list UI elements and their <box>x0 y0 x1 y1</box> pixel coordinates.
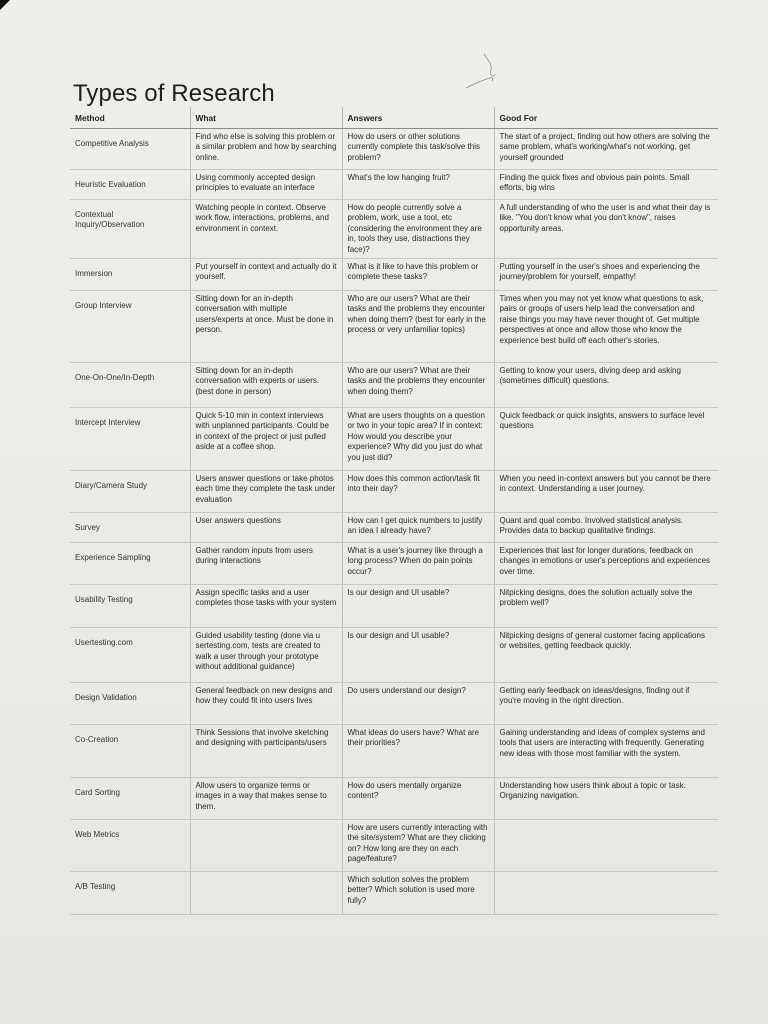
research-methods-table <box>70 107 718 915</box>
answers-cell: Do users understand our design? <box>342 683 494 725</box>
table-row <box>70 363 718 408</box>
answers-cell: Is our design and UI usable? <box>342 585 494 628</box>
good-for-cell: Getting early feedback on ideas/designs, finding out if you're moving in the right direction. <box>494 683 718 725</box>
good-for-cell: Getting to know your users, diving deep and asking (sometimes difficult) questions. <box>494 363 718 408</box>
table-row <box>70 683 718 725</box>
what-cell: Quick 5-10 min in context interviews with unplanned participants. Could be in context of the project or just pulled aside at a coffee shop. <box>190 408 342 471</box>
good-for-cell: Finding the quick fixes and obvious pain points. Small efforts, big wins <box>494 170 718 200</box>
table-row <box>70 778 718 820</box>
method-cell: Group Interview <box>70 291 190 363</box>
good-for-cell: Nitpicking designs, does the solution actually solve the problem well? <box>494 585 718 628</box>
table-row <box>70 820 718 872</box>
answers-cell: Which solution solves the problem better? Which solution is used more fully? <box>342 872 494 915</box>
what-cell: Watching people in context. Observe work flow, interactions, problems, and environment in context. <box>190 200 342 259</box>
good-for-cell <box>494 820 718 872</box>
answers-cell: How do people currently solve a problem, work, use a tool, etc (considering the environment they are in, tools they use, distractions they face)? <box>342 200 494 259</box>
answers-cell: What ideas do users have? What are their priorities? <box>342 725 494 778</box>
what-cell: Sitting down for an in-depth conversation with multiple users/experts at once. Must be done in person. <box>190 291 342 363</box>
what-cell: Allow users to organize terms or images in a way that makes sense to them. <box>190 778 342 820</box>
what-cell: Assign specific tasks and a user completes those tasks with your system <box>190 585 342 628</box>
method-cell: Web Metrics <box>70 820 190 872</box>
answers-cell: How do users or other solutions currently complete this task/solve this problem? <box>342 129 494 170</box>
good-for-cell: Putting yourself in the user's shoes and experiencing the journey/problem for yourself, empathy! <box>494 259 718 291</box>
what-cell: Sitting down for an in-depth conversation with experts or users. (best done in person) <box>190 363 342 408</box>
good-for-cell: Times when you may not yet know what questions to ask, pairs or groups of users help lead the conversation and raise things you may have never thought of. Get multiple perspectives at once and allow those who know the experience best build off each other's stories. <box>494 291 718 363</box>
answers-cell: How can I get quick numbers to justify an idea I already have? <box>342 513 494 543</box>
good-for-cell: A full understanding of who the user is and what their day is like. "You don't know what you don't know", raises opportunity areas. <box>494 200 718 259</box>
what-cell <box>190 872 342 915</box>
answers-cell: What is a user's journey like through a long process? When do pain points occur? <box>342 543 494 585</box>
good-for-cell <box>494 872 718 915</box>
good-for-cell: Quant and qual combo. Involved statistical analysis. Provides data to backup qualitative findings. <box>494 513 718 543</box>
table-header-row <box>70 107 718 129</box>
method-cell: One-On-One/In-Depth <box>70 363 190 408</box>
table-row <box>70 543 718 585</box>
method-cell: Competitive Analysis <box>70 129 190 170</box>
what-cell: Put yourself in context and actually do it yourself. <box>190 259 342 291</box>
answers-cell: Is our design and UI usable? <box>342 628 494 683</box>
good-for-cell: When you need in-context answers but you cannot be there in context. Understanding a user journey. <box>494 471 718 513</box>
column-header-method: Method <box>70 107 190 129</box>
method-cell: Usertesting.com <box>70 628 190 683</box>
method-cell: Usability Testing <box>70 585 190 628</box>
good-for-cell: Nitpicking designs of general customer facing applications or websites, getting feedback quickly. <box>494 628 718 683</box>
table-row <box>70 872 718 915</box>
corner-mark <box>0 0 10 10</box>
answers-cell: Who are our users? What are their tasks and the problems they encounter when doing them? (best for early in the process or very unfamiliar topics) <box>342 291 494 363</box>
answers-cell: What is it like to have this problem or complete these tasks? <box>342 259 494 291</box>
what-cell: Using commonly accepted design principles to evaluate an interface <box>190 170 342 200</box>
answers-cell: Who are our users? What are their tasks and the problems they encounter when doing them? <box>342 363 494 408</box>
table-row <box>70 628 718 683</box>
pen-scribble-mark <box>462 50 512 110</box>
good-for-cell: Experiences that last for longer durations, feedback on changes in emotions or user's perceptions and experiences over time. <box>494 543 718 585</box>
answers-cell: How do users mentally organize content? <box>342 778 494 820</box>
what-cell <box>190 820 342 872</box>
table-row <box>70 170 718 200</box>
column-header-answers: Answers <box>342 107 494 129</box>
what-cell: General feedback on new designs and how they could fit into users lives <box>190 683 342 725</box>
method-cell: Card Sorting <box>70 778 190 820</box>
method-cell: A/B Testing <box>70 872 190 915</box>
table-row <box>70 585 718 628</box>
method-cell: Experience Sampling <box>70 543 190 585</box>
answers-cell: What's the low hanging fruit? <box>342 170 494 200</box>
answers-cell: How are users currently interacting with the site/system? What are they clicking on? How long are they on each page/feature? <box>342 820 494 872</box>
answers-cell: How does this common action/task fit into their day? <box>342 471 494 513</box>
answers-cell: What are users thoughts on a question or two in your topic area? If in context: How would you describe your experience? Why did you just do what you just did? <box>342 408 494 471</box>
column-header-what: What <box>190 107 342 129</box>
method-cell: Diary/Camera Study <box>70 471 190 513</box>
good-for-cell: Understanding how users think about a topic or task. Organizing navigation. <box>494 778 718 820</box>
method-cell: Design Validation <box>70 683 190 725</box>
what-cell: Think Sessions that involve sketching and designing with participants/users <box>190 725 342 778</box>
method-cell: Intercept Interview <box>70 408 190 471</box>
method-cell: Contextual Inquiry/Observation <box>70 200 190 259</box>
table-row <box>70 725 718 778</box>
document-title: Types of Research <box>73 80 275 108</box>
good-for-cell: Gaining understanding and ideas of complex systems and tools that users are interacting with frequently. Generating new ideas with those most familiar with the system. <box>494 725 718 778</box>
table-row <box>70 200 718 259</box>
table-row <box>70 259 718 291</box>
method-cell: Co-Creation <box>70 725 190 778</box>
what-cell: Guided usability testing (done via u sertesting.com, tests are created to walk a user through your prototype without additional guidance) <box>190 628 342 683</box>
table-row <box>70 513 718 543</box>
method-cell: Immersion <box>70 259 190 291</box>
what-cell: Gather random inputs from users during interactions <box>190 543 342 585</box>
what-cell: Users answer questions or take photos each time they complete the task under evaluation <box>190 471 342 513</box>
column-header-good-for: Good For <box>494 107 718 129</box>
method-cell: Survey <box>70 513 190 543</box>
good-for-cell: The start of a project, finding out how others are solving the same problem, what's working/what's not working, get yourself grounded <box>494 129 718 170</box>
what-cell: User answers questions <box>190 513 342 543</box>
table-row <box>70 291 718 363</box>
table-row <box>70 129 718 170</box>
good-for-cell: Quick feedback or quick insights, answers to surface level questions <box>494 408 718 471</box>
table-row <box>70 408 718 471</box>
table-row <box>70 471 718 513</box>
what-cell: Find who else is solving this problem or a similar problem and how by searching online. <box>190 129 342 170</box>
method-cell: Heuristic Evaluation <box>70 170 190 200</box>
